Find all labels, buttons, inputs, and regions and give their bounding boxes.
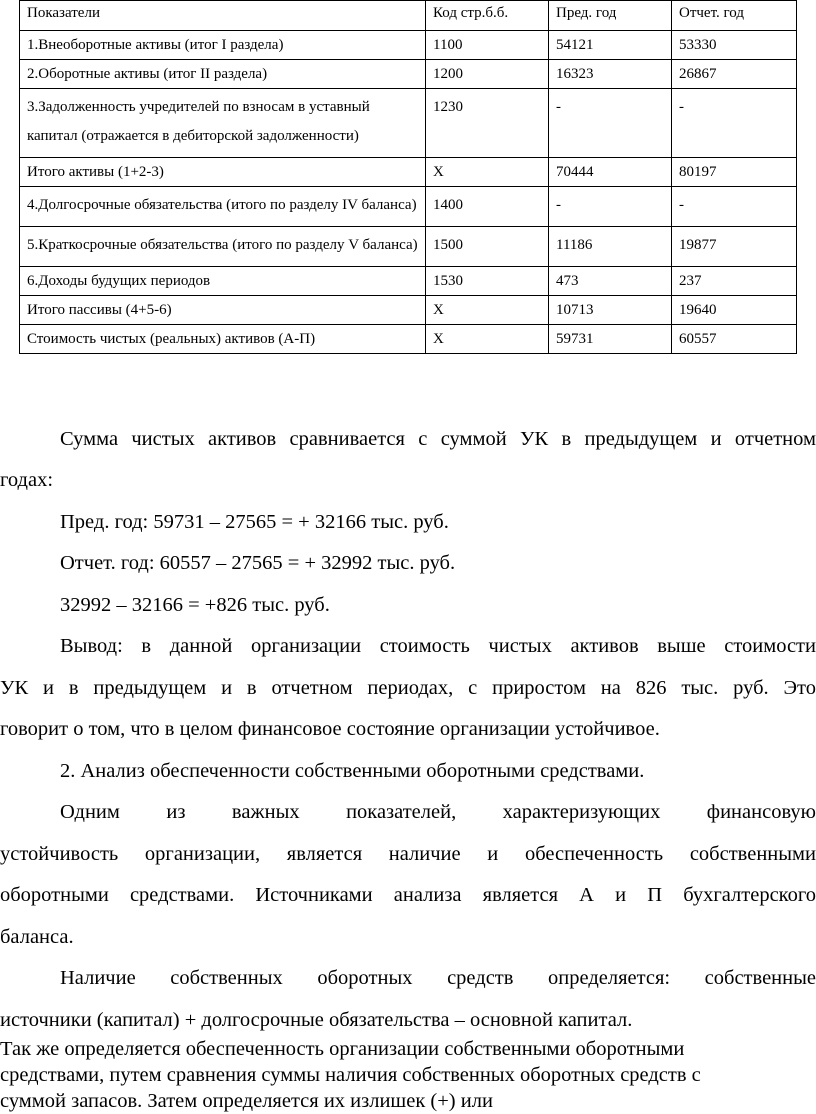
- table-cell: 16323: [549, 60, 672, 89]
- table-cell: 1100: [426, 31, 549, 60]
- calc-line: Отчет. год: 60557 – 27565 = + 32992 тыс. руб.: [60, 552, 456, 574]
- table-cell: 237: [672, 267, 797, 296]
- table-cell: -: [672, 89, 797, 158]
- paragraph-line: Сумма чистых активов сравнивается с суммой УК в предыдущем и отчетном: [60, 428, 816, 450]
- table-row: [20, 89, 797, 158]
- table-cell: -: [672, 187, 797, 227]
- calc-line: Пред. год: 59731 – 27565 = + 32166 тыс. руб.: [60, 511, 449, 533]
- table-row: [20, 60, 797, 89]
- table-row: [20, 158, 797, 187]
- table-cell: 10713: [549, 296, 672, 325]
- table-cell: 1500: [426, 227, 549, 267]
- header-cell: Код стр.б.б.: [426, 1, 549, 31]
- calc-line: 32992 – 32166 = +826 тыс. руб.: [60, 594, 330, 616]
- paragraph-line: Так же определяется обеспеченность организации собственными оборотными: [0, 1038, 685, 1060]
- table-cell: 80197: [672, 158, 797, 187]
- table-cell: 1.Внеоборотные активы (итог I раздела): [20, 31, 426, 60]
- paragraph-line: суммой запасов. Затем определяется их излишек (+) или: [0, 1090, 493, 1112]
- table-cell: 53330: [672, 31, 797, 60]
- paragraph-line: Наличие собственных оборотных средств определяется: собственные: [60, 967, 816, 989]
- table-cell: 5.Краткосрочные обязательства (итого по разделу V баланса): [20, 227, 426, 267]
- balance-table: [19, 0, 797, 354]
- table-cell: 1400: [426, 187, 549, 227]
- table-row: [20, 31, 797, 60]
- table-cell: 59731: [549, 325, 672, 354]
- paragraph-line: источники (капитал) + долгосрочные обязательства – основной капитал.: [0, 1009, 633, 1031]
- table-cell: 19640: [672, 296, 797, 325]
- table-row: [20, 325, 797, 354]
- table-row: [20, 187, 797, 227]
- table-cell: 19877: [672, 227, 797, 267]
- table-cell: 1200: [426, 60, 549, 89]
- paragraph-line: устойчивость организации, является наличие и обеспеченность собственными: [0, 843, 816, 865]
- table-cell: 473: [549, 267, 672, 296]
- header-cell: Пред. год: [549, 1, 672, 31]
- section-heading: 2. Анализ обеспеченности собственными оборотными средствами.: [60, 760, 645, 782]
- table-row: [20, 227, 797, 267]
- table-cell: -: [549, 187, 672, 227]
- table-cell: 1230: [426, 89, 549, 158]
- header-cell: Показатели: [20, 1, 426, 31]
- table-row: [20, 267, 797, 296]
- table-cell: 26867: [672, 60, 797, 89]
- table-cell: Х: [426, 158, 549, 187]
- table-cell: -: [549, 89, 672, 158]
- table-cell: Итого активы (1+2-3): [20, 158, 426, 187]
- table-cell: 3.Задолженность учредителей по взносам в уставный капитал (отражается в дебиторской задолженности): [20, 89, 426, 158]
- paragraph-line: годах:: [0, 469, 54, 491]
- table-cell: 4.Долгосрочные обязательства (итого по разделу IV баланса): [20, 187, 426, 227]
- header-cell: Отчет. год: [672, 1, 797, 31]
- table-row: [20, 296, 797, 325]
- table-cell: 11186: [549, 227, 672, 267]
- paragraph-line: баланса.: [0, 926, 74, 948]
- paragraph-line: УК и в предыдущем и в отчетном периодах, с приростом на 826 тыс. руб. Это: [0, 677, 816, 699]
- table-cell: 6.Доходы будущих периодов: [20, 267, 426, 296]
- table-header-row: [20, 1, 797, 31]
- paragraph-line: говорит о том, что в целом финансовое состояние организации устойчивое.: [0, 718, 660, 740]
- table-cell: Итого пассивы (4+5-6): [20, 296, 426, 325]
- table-cell: 2.Оборотные активы (итог II раздела): [20, 60, 426, 89]
- table-cell: 70444: [549, 158, 672, 187]
- table-cell: Стоимость чистых (реальных) активов (А-П): [20, 325, 426, 354]
- table-cell: 54121: [549, 31, 672, 60]
- paragraph-line: Вывод: в данной организации стоимость чистых активов выше стоимости: [60, 635, 816, 657]
- table-cell: Х: [426, 325, 549, 354]
- paragraph-line: средствами, путем сравнения суммы наличия собственных оборотных средств с: [0, 1064, 701, 1086]
- paragraph-line: оборотными средствами. Источниками анализа является А и П бухгалтерского: [0, 884, 816, 906]
- table-cell: 60557: [672, 325, 797, 354]
- table-cell: 1530: [426, 267, 549, 296]
- table-cell: Х: [426, 296, 549, 325]
- paragraph-line: Одним из важных показателей, характеризующих финансовую: [60, 801, 816, 823]
